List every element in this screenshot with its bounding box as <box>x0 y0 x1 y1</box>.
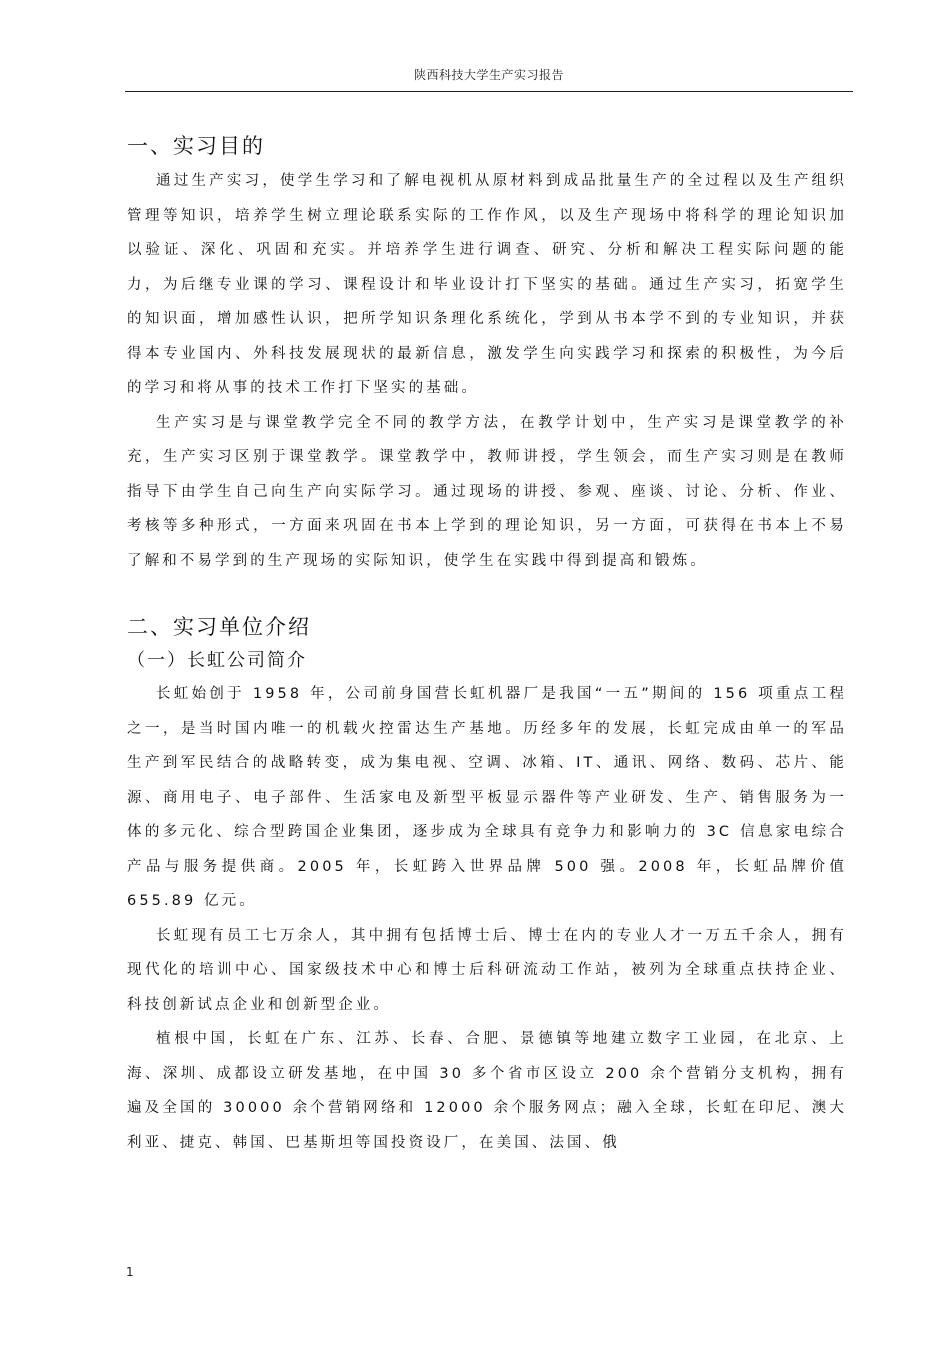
paragraph: 长虹始创于 1958 年，公司前身国营长虹机器厂是我国“一五”期间的 156 项重点工程之一，是当时国内唯一的机载火控雷达生产基地。历经多年的发展，长虹完成由单一的军品生产到军民结合的战略转变，成为集电视、空调、冰箱、IT、通讯、网络、数码、芯片、能源、商用电子、电子部件、生活家电及新型平板显示器件等产业研发、生产、销售服务为一体的多元化、综合型跨国企业集团，逐步成为全球具有竞争力和影响力的 3C 信息家电综合产品与服务提供商。2005 年，长虹跨入世界品牌 500 强。2008 年，长虹品牌价值 655.89 亿元。 <box>127 686 847 909</box>
section-heading: 二、实习单位介绍 <box>127 615 311 639</box>
paragraph: 植根中国，长虹在广东、江苏、长春、合肥、景德镇等地建立数字工业园，在北京、上海、深圳、成都设立研发基地，在中国 30 多个省市区设立 200 余个营销分支机构，拥有遍及全国的 30000 余个营销网络和 12000 余个服务网点；融入全球，长虹在印尼、澳大利亚、捷克、韩国、巴基斯坦等国投资设厂，在美国、法国、俄 <box>127 1031 847 1151</box>
section-heading: 一、实习目的 <box>127 134 265 158</box>
paragraph: 生产实习是与课堂教学完全不同的教学方法，在教学计划中，生产实习是课堂教学的补充，生产实习区别于课堂教学。课堂教学中，教师讲授，学生领会，而生产实习则是在教师指导下由学生自己向生产向实际学习。通过现场的讲授、参观、座谈、讨论、分析、作业、考核等多种形式，一方面来巩固在书本上学到的理论知识，另一方面，可获得在书本上不易了解和不易学到的生产现场的实际知识，使学生在实践中得到提高和锻炼。 <box>127 414 847 569</box>
paragraph: 长虹现有员工七万余人，其中拥有包括博士后、博士在内的专业人才一万五千余人，拥有现代化的培训中心、国家级技术中心和博士后科研流动工作站，被列为全球重点扶持企业、科技创新试点企业和创新型企业。 <box>127 927 847 1013</box>
document-body <box>127 128 847 1160</box>
page-number: 1 <box>126 1265 134 1279</box>
page-header-title: 陕西科技大学生产实习报告 <box>413 68 564 82</box>
subsection-heading: （一）长虹公司简介 <box>127 650 307 671</box>
section-purpose <box>127 128 847 578</box>
section-company-intro <box>127 609 847 1160</box>
paragraph: 通过生产实习，使学生学习和了解电视机从原材料到成品批量生产的全过程以及生产组织管理等知识，培养学生树立理论联系实际的工作作风，以及生产现场中将科学的理论知识加以验证、深化、巩固和充实。并培养学生进行调查、研究、分析和解决工程实际问题的能力，为后继专业课的学习、课程设计和毕业设计打下坚实的基础。通过生产实习，拓宽学生的知识面，增加感性认识，把所学知识条理化系统化，学到从书本学不到的专业知识，并获得本专业国内、外科技发展现状的最新信息，激发学生向实践学习和探索的积极性，为今后的学习和将从事的技术工作打下坚实的基础。 <box>127 173 847 396</box>
header-divider <box>125 91 853 92</box>
